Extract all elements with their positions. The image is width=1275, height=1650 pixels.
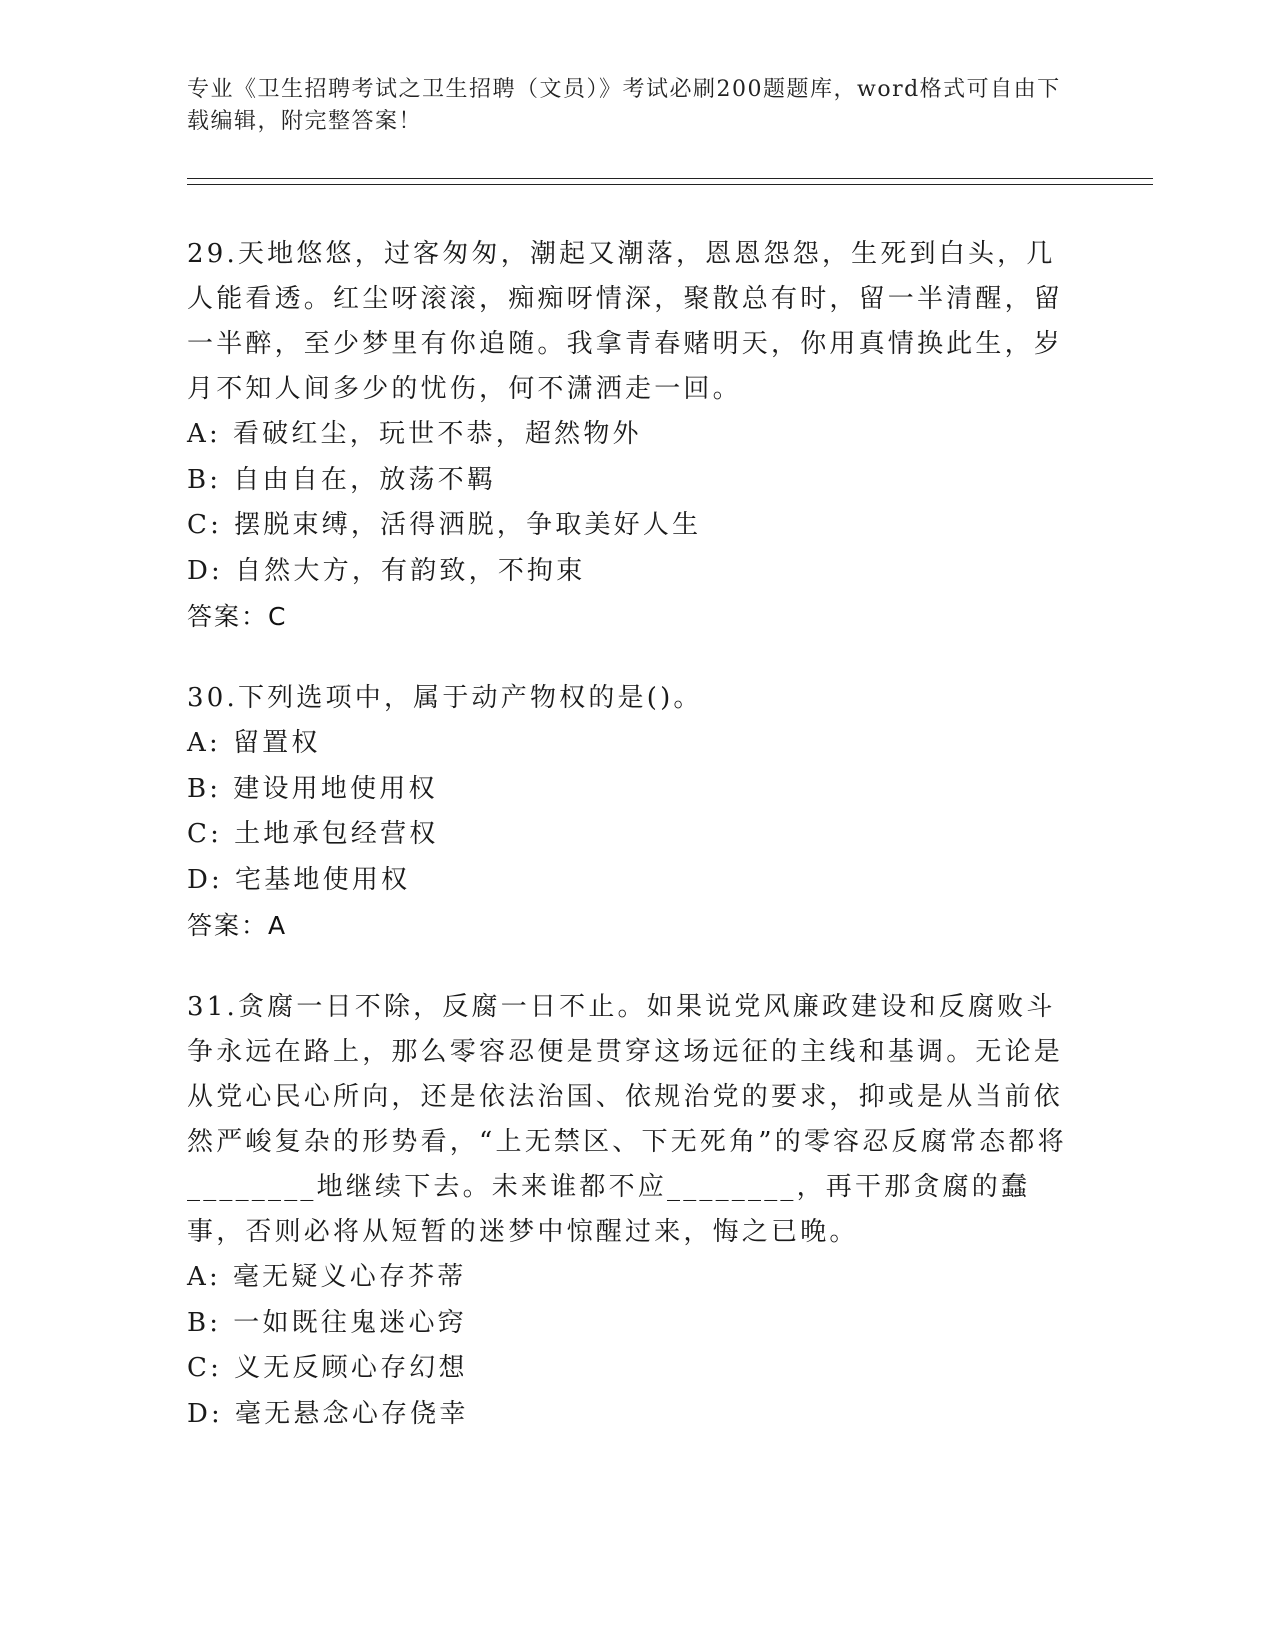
answer-line: 答案：A [187, 911, 288, 940]
option-c [187, 1346, 1077, 1392]
option-label: B: [187, 1307, 222, 1338]
option-text: 留置权 [232, 728, 321, 758]
option-text: 自由自在，放荡不羁 [233, 464, 497, 495]
option-c [187, 503, 1077, 549]
option-label: A: [187, 419, 221, 449]
option-text: 毫无疑义心存芥蒂 [232, 1262, 467, 1292]
option-d [187, 1392, 1077, 1438]
question-list [187, 232, 1077, 1473]
option-label: D: [187, 1398, 224, 1429]
option-a [187, 1255, 1077, 1301]
question-31 [187, 985, 1077, 1437]
option-label: D: [187, 555, 224, 586]
header-divider-bottom [187, 184, 1153, 185]
option-text: 毫无悬念心存侥幸 [235, 1398, 469, 1429]
option-c [187, 812, 1077, 858]
option-label: C: [187, 1353, 223, 1383]
option-label: B: [187, 464, 222, 495]
option-label: D: [187, 864, 224, 895]
option-text: 自然大方，有韵致，不拘束 [235, 555, 586, 586]
option-text: 建设用地使用权 [233, 773, 438, 804]
option-label: C: [187, 510, 223, 540]
answer-line: 答案：C [187, 602, 288, 631]
question-text: 29.天地悠悠，过客匆匆，潮起又潮落，恩恩怨怨，生死到白头，几人能看透。红尘呀滚滚，痴痴呀情深，聚散总有时，留一半清醒，留一半醉，至少梦里有你追随。我拿青春赌明天，你用真情换此生，岁月不知人间多少的忧伤，何不潇洒走一回。 [187, 239, 1064, 404]
option-b [187, 767, 1077, 813]
question-text: 31.贪腐一日不除，反腐一日不止。如果说党风廉政建设和反腐败斗争永远在路上，那么零容忍便是贯穿这场远征的主线和基调。无论是从党心民心所向，还是依法治国、依规治党的要求，抑或是从当前依然严峻复杂的形势看，“上无禁区、下无死角”的零容忍反腐常态都将________地继续下去。未来谁都不应________，再干那贪腐的蠢事，否则必将从短暂的迷梦中惊醒过来，悔之已晚。 [187, 992, 1067, 1247]
option-d [187, 549, 1077, 595]
option-a [187, 412, 1077, 458]
question-30 [187, 676, 1077, 949]
option-text: 摆脱束缚，活得洒脱，争取美好人生 [234, 510, 702, 540]
question-29 [187, 232, 1077, 640]
option-label: B: [187, 773, 222, 804]
option-label: C: [187, 819, 223, 849]
option-a [187, 721, 1077, 767]
option-label: A: [187, 728, 221, 758]
option-text: 土地承包经营权 [234, 819, 439, 849]
option-text: 义无反顾心存幻想 [234, 1353, 468, 1383]
header-divider-top [187, 178, 1153, 179]
option-text: 看破红尘，玩世不恭，超然物外 [232, 419, 642, 449]
option-b [187, 458, 1077, 504]
option-text: 一如既往鬼迷心窍 [233, 1307, 467, 1338]
option-b [187, 1301, 1077, 1347]
document-header: 专业《卫生招聘考试之卫生招聘（文员）》考试必刷200题题库，word格式可自由下载编辑，附完整答案！ [187, 77, 1061, 134]
option-label: A: [187, 1262, 221, 1292]
option-d [187, 858, 1077, 904]
option-text: 宅基地使用权 [235, 864, 411, 895]
question-text: 30.下列选项中，属于动产物权的是()。 [187, 683, 703, 713]
